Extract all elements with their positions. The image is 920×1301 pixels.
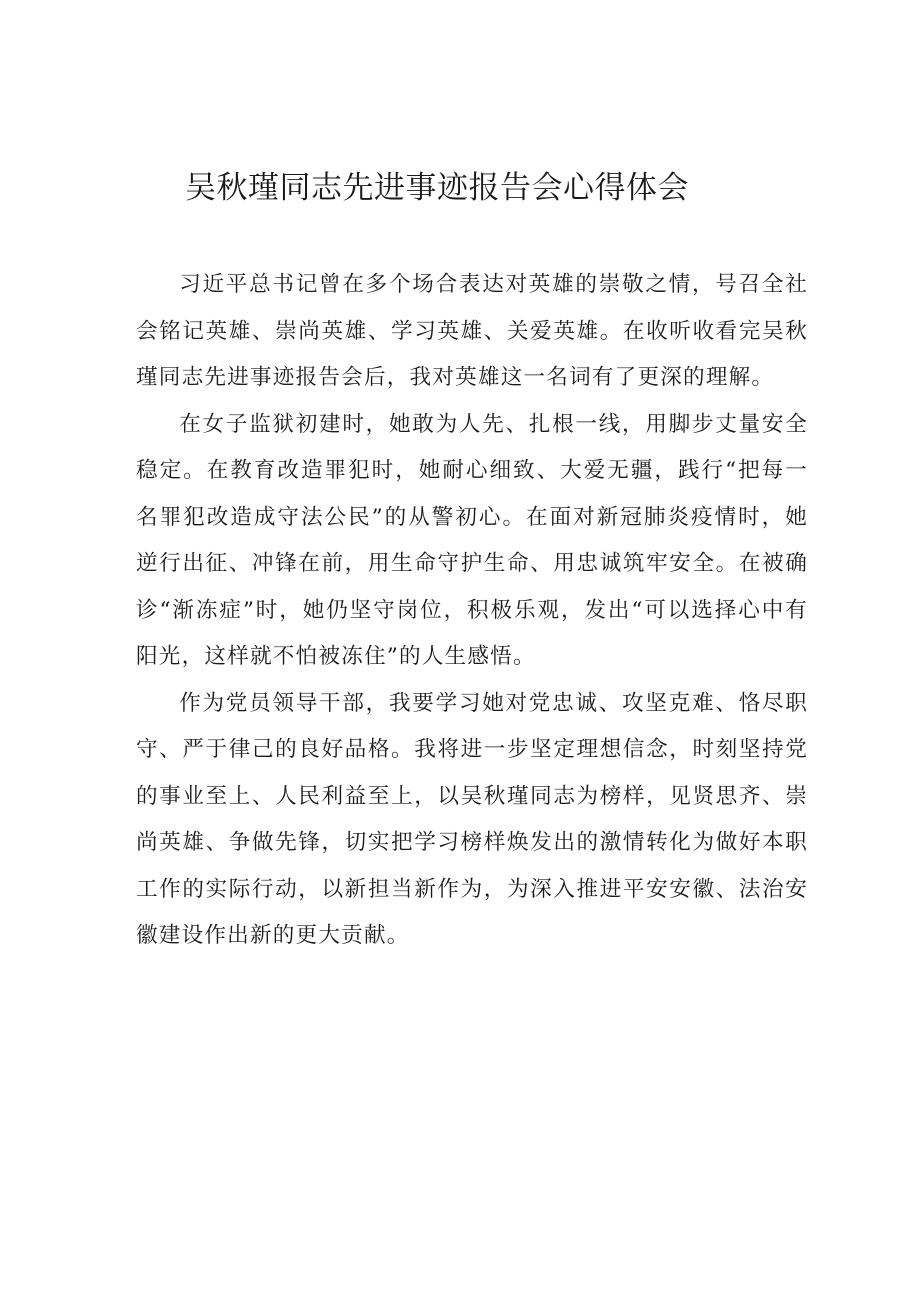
document-body: [136, 262, 808, 960]
paragraph-1: 习近平总书记曾在多个场合表达对英雄的崇敬之情，号召全社会铭记英雄、崇尚英雄、学习英雄、关爱英雄。在收听收看完吴秋瑾同志先进事迹报告会后，我对英雄这一名词有了更深的理解。: [136, 272, 808, 390]
paragraph-3: 作为党员领导干部，我要学习她对党忠诚、攻坚克难、恪尽职守、严于律己的良好品格。我将进一步坚定理想信念，时刻坚持党的事业至上、人民利益至上，以吴秋瑾同志为榜样，见贤思齐、崇尚英雄、争做先锋，切实把学习榜样焕发出的激情转化为做好本职工作的实际行动，以新担当新作为，为深入推进平安安徽、法治安徽建设作出新的更大贡献。: [136, 690, 808, 948]
paragraph-2: 在女子监狱初建时，她敢为人先、扎根一线，用脚步丈量安全稳定。在教育改造罪犯时，她耐心细致、大爱无疆，践行“把每一名罪犯改造成守法公民”的从警初心。在面对新冠肺炎疫情时，她逆行出征、冲锋在前，用生命守护生命、用忠诚筑牢安全。在被确诊“渐冻症”时，她仍坚守岗位，积极乐观，发出“可以选择心中有阳光，这样就不怕被冻住”的人生感悟。: [136, 411, 808, 669]
document-title: 吴秋瑾同志先进事迹报告会心得体会: [185, 170, 689, 206]
